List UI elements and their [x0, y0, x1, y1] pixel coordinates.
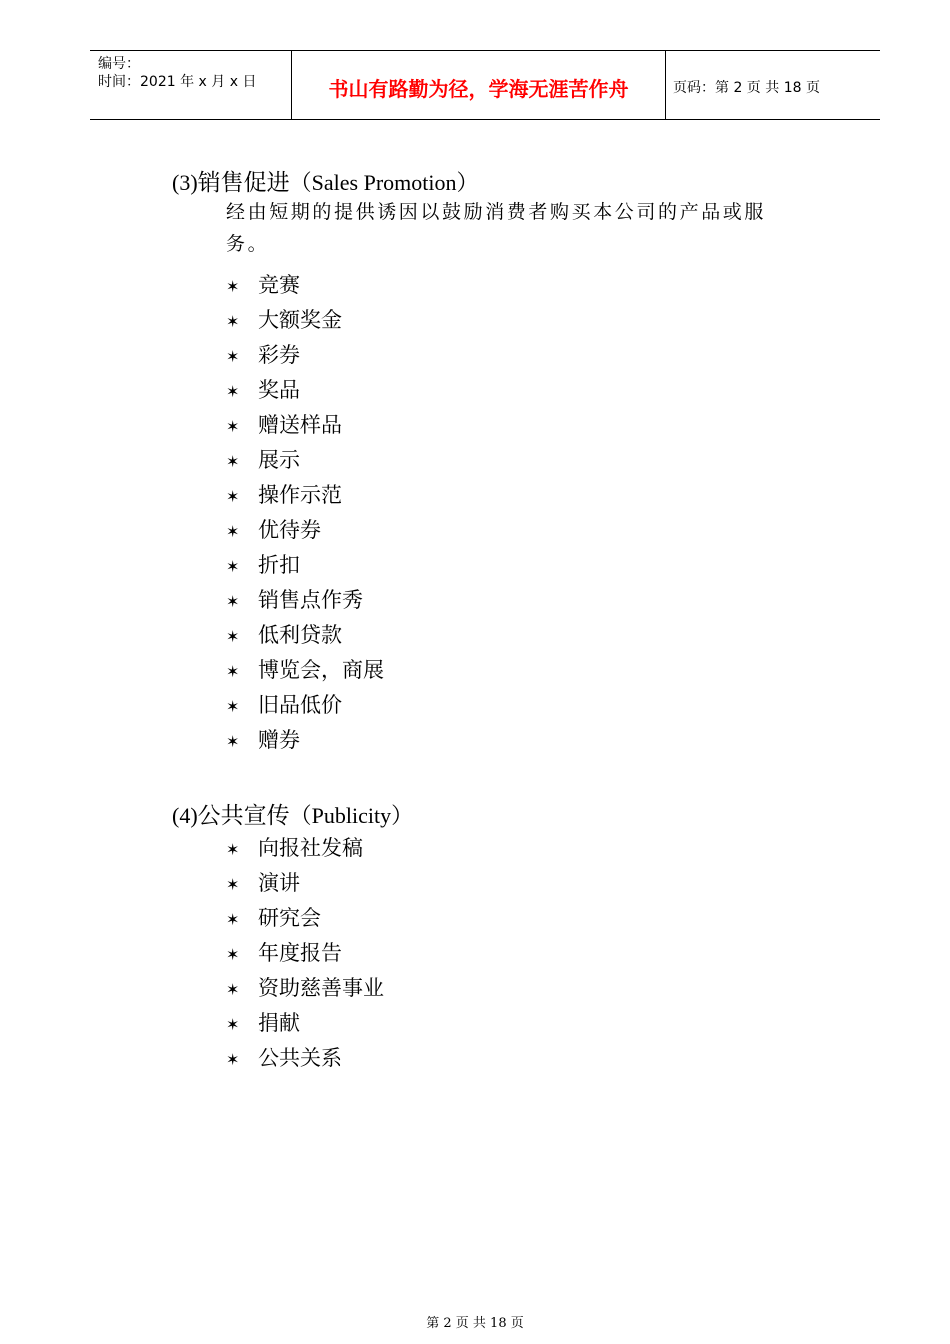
list-item — [226, 408, 384, 443]
list-item-label: 大额奖金 — [258, 308, 342, 332]
list-item — [226, 1006, 384, 1041]
header-page-info: 页码：第 2 页 共 18 页 — [673, 80, 820, 96]
document-header — [90, 50, 880, 120]
list-item — [226, 443, 384, 478]
bullet-star-icon: ✶ — [226, 627, 240, 646]
header-page-cell — [665, 51, 880, 119]
list-item — [226, 1041, 384, 1076]
section-4-subtitle: （Publicity） — [289, 803, 414, 828]
list-item-label: 彩券 — [258, 343, 300, 367]
bullet-star-icon: ✶ — [226, 382, 240, 401]
list-item — [226, 583, 384, 618]
bullet-star-icon: ✶ — [226, 452, 240, 471]
header-meta-cell — [90, 51, 291, 119]
list-item — [226, 936, 384, 971]
list-item — [226, 548, 384, 583]
list-item-label: 奖品 — [258, 378, 300, 402]
bullet-star-icon: ✶ — [226, 662, 240, 681]
bullet-star-icon: ✶ — [226, 277, 240, 296]
list-item-label: 博览会，商展 — [258, 658, 384, 682]
header-motto: 书山有路勤为径，学海无涯苦作舟 — [328, 77, 629, 101]
bullet-star-icon: ✶ — [226, 487, 240, 506]
list-item — [226, 901, 384, 936]
document-date: 时间：2021 年 x 月 x 日 — [98, 74, 257, 90]
list-item — [226, 478, 384, 513]
list-item — [226, 723, 384, 758]
header-motto-cell — [291, 51, 666, 119]
bullet-star-icon: ✶ — [226, 732, 240, 751]
list-item-label: 公共关系 — [258, 1046, 342, 1070]
list-item-label: 年度报告 — [258, 941, 342, 965]
bullet-star-icon: ✶ — [226, 347, 240, 366]
list-item-label: 向报社发稿 — [258, 836, 363, 860]
list-item — [226, 268, 384, 303]
bullet-star-icon: ✶ — [226, 312, 240, 331]
list-item — [226, 971, 384, 1006]
section-3-number: (3) — [172, 170, 198, 195]
bullet-star-icon: ✶ — [226, 840, 240, 859]
list-item-label: 销售点作秀 — [258, 588, 363, 612]
list-item-label: 研究会 — [258, 906, 321, 930]
list-item — [226, 338, 384, 373]
list-item-label: 演讲 — [258, 871, 300, 895]
bullet-star-icon: ✶ — [226, 417, 240, 436]
list-item-label: 竞赛 — [258, 273, 300, 297]
list-item-label: 展示 — [258, 448, 300, 472]
bullet-star-icon: ✶ — [226, 875, 240, 894]
section-3-heading — [172, 164, 479, 197]
bullet-star-icon: ✶ — [226, 557, 240, 576]
section-4-list — [226, 831, 384, 1076]
list-item — [226, 831, 384, 866]
list-item-label: 折扣 — [258, 553, 300, 577]
list-item-label: 资助慈善事业 — [258, 976, 384, 1000]
bullet-star-icon: ✶ — [226, 522, 240, 541]
page-footer: 第 2 页 共 18 页 — [426, 1316, 524, 1331]
bullet-star-icon: ✶ — [226, 697, 240, 716]
bullet-star-icon: ✶ — [226, 592, 240, 611]
list-item — [226, 303, 384, 338]
bullet-star-icon: ✶ — [226, 945, 240, 964]
list-item-label: 捐献 — [258, 1011, 300, 1035]
list-item-label: 低利贷款 — [258, 623, 342, 647]
list-item — [226, 513, 384, 548]
section-3-list — [226, 268, 384, 758]
section-3-description: 经由短期的提供诱因以鼓励消费者购买本公司的产品或服务。 — [226, 201, 767, 255]
list-item-label: 赠送样品 — [258, 413, 342, 437]
list-item — [226, 373, 384, 408]
list-item-label: 操作示范 — [258, 483, 342, 507]
document-number-label: 编号： — [98, 56, 140, 72]
list-item-label: 赠券 — [258, 728, 300, 752]
list-item-label: 优待券 — [258, 518, 321, 542]
section-3-subtitle: （Sales Promotion） — [289, 170, 479, 195]
list-item — [226, 866, 384, 901]
list-item — [226, 688, 384, 723]
list-item — [226, 618, 384, 653]
list-item — [226, 653, 384, 688]
section-3-title: 销售促进 — [197, 170, 290, 196]
bullet-star-icon: ✶ — [226, 980, 240, 999]
section-4-heading — [172, 797, 413, 830]
bullet-star-icon: ✶ — [226, 1015, 240, 1034]
section-4-title: 公共宣传 — [197, 803, 290, 829]
bullet-star-icon: ✶ — [226, 1050, 240, 1069]
list-item-label: 旧品低价 — [258, 693, 342, 717]
bullet-star-icon: ✶ — [226, 910, 240, 929]
section-4-number: (4) — [172, 803, 198, 828]
